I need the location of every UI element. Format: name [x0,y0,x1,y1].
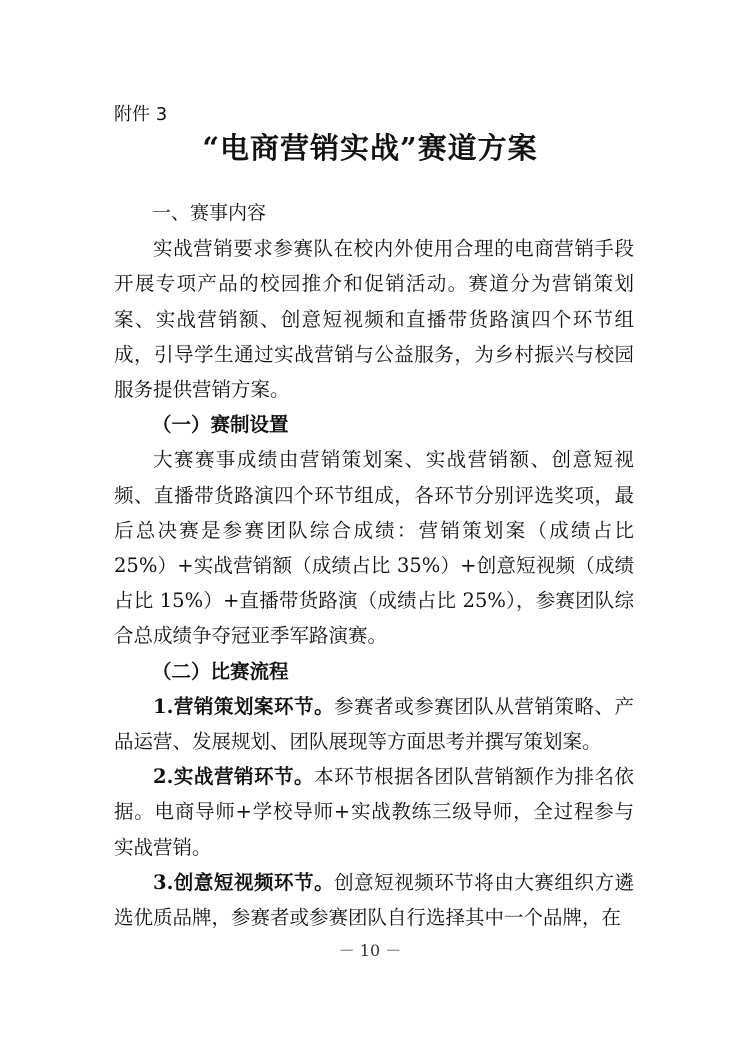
process-step-3 [114,865,634,935]
process-step-1 [114,689,634,759]
process-step-2 [114,759,634,865]
step-2-text: 本环节根据各团队营销额作为排名依据。电商导师+学校导师+实战教练三级导师，全过程参与实战营销。 [114,765,634,859]
section-heading-content: 一、赛事内容 [152,202,267,224]
step-1-lead: 1.营销策划案环节。 [153,694,335,718]
document-title: “电商营销实战”赛道方案 [202,131,538,165]
step-1-text: 参赛者或参赛团队从营销策略、产品运营、发展规划、团队展现等方面思考并撰写策划案。 [114,694,634,754]
section-content-paragraph: 实战营销要求参赛队在校内外使用合理的电商营销手段开展专项产品的校园推介和促销活动。赛道分为营销策划案、实战营销额、创意短视频和直播带货路演四个环节组成，引导学生通过实战营销与公益服务，为乡村振兴与校园服务提供营销方案。 [114,237,634,402]
attachment-label: 附件 3 [114,104,168,125]
step-3-text: 创意短视频环节将由大赛组织方遴选优质品牌，参赛者或参赛团队自行选择其中一个品牌，在 [114,870,634,930]
step-3-lead: 3.创意短视频环节。 [153,870,335,894]
rules-paragraph: 大赛赛事成绩由营销策划案、实战营销额、创意短视频、直播带货路演四个环节组成，各环节分别评选奖项，最后总决赛是参赛团队综合成绩：营销策划案（成绩占比 25%）+实战营销额（成绩占比 35%）+创意短视频（成绩占比 15%）+直播带货路演（成绩占比 25%），参赛团队综合总成绩争夺冠亚季军路演赛。 [114,448,634,648]
document-body [114,196,634,935]
subsection-heading-process: （二）比赛流程 [152,659,289,683]
step-2-lead: 2.实战营销环节。 [153,765,315,789]
page-number: － 10 － [338,941,402,960]
subsection-heading-rules: （一）赛制设置 [152,413,289,437]
